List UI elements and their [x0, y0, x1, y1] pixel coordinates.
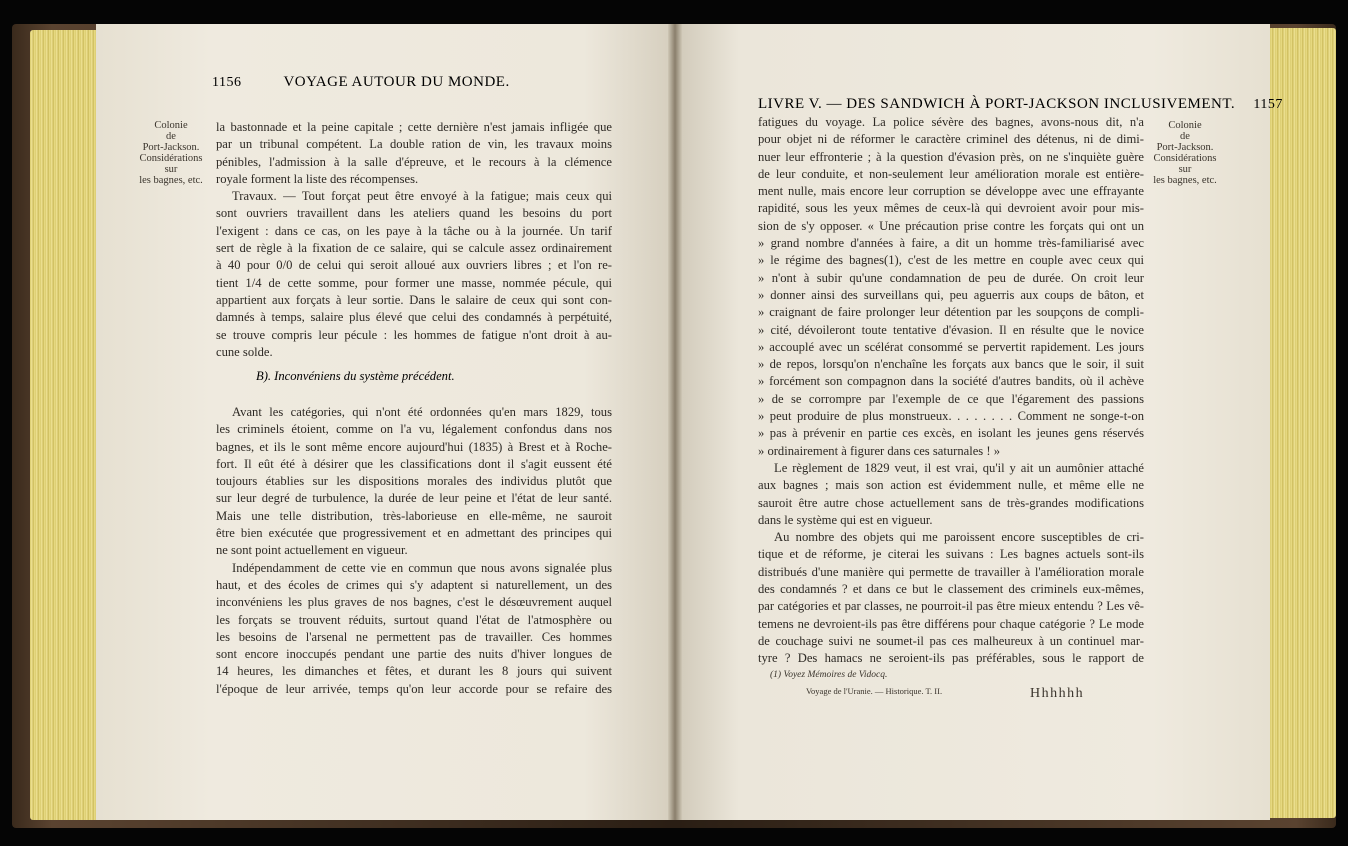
text-line: » le régime des bagnes(1), c'est de les mettre en couple avec ceux qui: [758, 253, 1144, 268]
text-line: sert de règle à la fixation de ce salaire, qui se calcule assez ordinairement: [216, 241, 612, 256]
text-line: nuer leur effronterie ; à la question d'évasion près, on ne s'inquiète guère: [758, 149, 1144, 164]
text-line: pour objet ni de réformer le caractère criminel des détenus, ni de dimi-: [758, 132, 1144, 147]
text-line: inconvéniens les plus graves de nos bagnes, c'est le désœuvrement auquel: [216, 595, 612, 610]
margin-line: Colonie: [1168, 120, 1202, 131]
text-line: par catégories et par classes, ne pourroit-il pas être mieux entendu ? Les vê-: [758, 599, 1144, 614]
text-line: Au nombre des objets qui me paroissent encore susceptibles de cri-: [774, 530, 1144, 545]
text-line: tyre ? Des hamacs ne seroient-ils pas préférables, sous le rapport de: [758, 651, 1144, 666]
margin-line: Port-Jackson.: [1156, 142, 1214, 153]
margin-line: les bagnes, etc.: [139, 175, 203, 186]
text-line: tique et de réforme, je citerai les suivans : Les bagnes actuels sont-ils: [758, 547, 1144, 562]
page-edges-left: [30, 30, 100, 820]
text-line: dans le système qui est en vigueur.: [758, 512, 933, 527]
text-line: l'époque de leur arrivée, temps qu'on leur accorde pour se refaire des: [216, 681, 612, 696]
text-line: de couchage suivi ne soumet-il pas ces malheureux à un continuel mar-: [758, 633, 1144, 648]
text-line: Avant les catégories, qui n'ont été ordonnées qu'en mars 1829, tous: [232, 405, 612, 419]
text-line: » forcément son compagnon dans la société d'autres bandits, où il achève: [758, 374, 1144, 389]
text-line: fort. Il eût été à désirer que les classifications dont il s'agit eussent été: [216, 456, 612, 471]
text-line: aux bagnes ; mais son action est évidemment nulle, et même elle ne: [758, 478, 1144, 493]
text-line: être bien exécutée que progressivement et en admettant des principes qui: [216, 526, 612, 541]
text-line: » cité, dévoileront toute tentative d'évasion. Il en résulte que le novice: [758, 322, 1144, 337]
right-page-title: LIVRE V. — DES SANDWICH À PORT-JACKSON INCLUSIVEMENT.: [758, 96, 1236, 112]
text-line: 14 heures, les dimanches et fêtes, et durant les 8 jours qui suivent: [216, 664, 612, 679]
right-page-header: [758, 96, 1283, 113]
left-page-title: VOYAGE AUTOUR DU MONDE.: [283, 74, 510, 90]
imprint-line: Voyage de l'Uranie. — Historique. T. II.: [806, 686, 943, 696]
text-line: sont encore inoccupés pendant une partie des nuits d'hiver longues de: [216, 647, 612, 662]
text-line: temens ne devroient-ils pas être différens pour chaque catégorie ? Le mode: [758, 616, 1144, 631]
text-line: » ordinairement à figurer dans ces saturnales ! »: [758, 443, 1000, 458]
left-margin-note: [134, 120, 208, 186]
left-paragraph-3: [216, 404, 612, 698]
text-line: pénibles, l'admission à la salle d'épreuve, et le recours à la clémence: [216, 154, 612, 169]
text-line: ne sont point actuellement en vigueur.: [216, 543, 408, 558]
text-line: » pas à prévenir en partie ces excès, en isolant les jeunes gens réservés: [758, 426, 1144, 441]
text-line: sur leur degré de turbulence, la durée de leur peine et l'état de leur santé.: [216, 491, 612, 506]
book-gutter: [668, 24, 682, 820]
margin-line: Considérations: [1153, 153, 1217, 164]
text-line: » accouplé avec un scélérat consommé se pervertit rapidement. Les jours: [758, 339, 1144, 354]
right-margin-note: [1150, 120, 1220, 186]
left-page-number: 1156: [212, 75, 242, 90]
signature-mark: Hhhhhh: [1030, 686, 1085, 701]
text-line: bagnes, et ils le sont même encore aujourd'hui (1835) à Brest et à Roche-: [216, 439, 612, 454]
text-line: fatigues du voyage. La police sévère des bagnes, avons-nous dit, n'a: [758, 115, 1144, 129]
text-line: Mais une telle distribution, très-laborieuse en elle-même, ne sauroit: [216, 508, 612, 523]
footnote: (1) Voyez Mémoires de Vidocq.: [770, 670, 888, 680]
text-line: haut, et des écoles de crimes qui s'y adaptent si naturellement, un des: [216, 577, 612, 592]
text-line: ment nulle, mais encore leur corruption se développe avec une effrayante: [758, 184, 1144, 199]
margin-line: sur: [1178, 164, 1192, 175]
text-line: » craignant de faire prolonger leur détention par les soupçons de compli-: [758, 305, 1144, 320]
text-line: sauroit être autre chose actuellement sans de très-grandes modifications: [758, 495, 1144, 510]
left-page-header: [212, 74, 510, 91]
text-line: des condamnés ? et dans ce but le classement des criminels eux-mêmes,: [758, 582, 1144, 597]
margin-line: Colonie: [154, 120, 188, 131]
text-line: damnés à temps, salaire plus élevé que celui des condamnés à perpétuité,: [216, 310, 612, 325]
margin-line: les bagnes, etc.: [1153, 175, 1217, 186]
text-line: sion de s'y opposer. « Une précaution prise contre les forçats qui ont un: [758, 218, 1144, 233]
text-line: Travaux. — Tout forçat peut être envoyé à la fatigue; mais ceux qui: [232, 189, 612, 204]
text-line: » donner ainsi des surveillans qui, peu aguerris aux coups de bâton, et: [758, 287, 1144, 302]
text-line: sont ouvriers travaillent dans les ateliers quand les besoins du port: [216, 206, 612, 221]
right-page-number: 1157: [1253, 97, 1283, 112]
text-line: les forçats se trouvent réduits, surtout quand l'état de l'atmosphère ou: [216, 612, 612, 627]
text-line: de leur conduite, et non-seulement leur amélioration morale est entière-: [758, 166, 1144, 181]
text-line: tient 1/4 de cette somme, pour former une masse, nommée pécule, qui: [216, 275, 612, 290]
text-line: la bastonnade et la peine capitale ; cette dernière n'est jamais infligée que: [216, 120, 612, 134]
text-line: à 40 pour 0/0 de celui qui seroit alloué aux ouvriers libres ; et l'on re-: [216, 258, 612, 273]
text-line: » de se corrompre par l'exemple de ce que l'égarement des passions: [758, 391, 1144, 406]
text-line: » peut produire de plus monstrueux. . . . . . . . Comment ne songe-t-on: [758, 409, 1144, 424]
text-line: les besoins de l'arsenal ne permettent pas de travailler. Ces hommes: [216, 629, 612, 644]
text-line: distribués d'une manière qui permette de travailler à l'amélioration morale: [758, 564, 1144, 579]
text-line: » grand nombre d'années à faire, a dit un homme très-familiarisé avec: [758, 236, 1144, 251]
text-line: royale forment la liste des récompenses.: [216, 171, 419, 186]
text-line: rapidité, sous les yeux mêmes de ceux-là qui devroient avoir pour mis-: [758, 201, 1144, 216]
text-line: appartient aux forçats à leur sortie. Dans le salaire de ceux qui sont con-: [216, 292, 612, 307]
left-subheading: B). Inconvéniens du système précédent.: [256, 369, 455, 383]
text-line: toujours établies sur les dispositions morales des individus plutôt que: [216, 474, 612, 489]
right-paragraph-1: [758, 114, 1144, 668]
text-line: l'exigent : dans ce cas, on les paye à la tâche ou à la journée. Un tarif: [216, 223, 612, 238]
text-line: se trouve compris leur pécule : les hommes de fatigue n'ont droit à au-: [216, 327, 612, 342]
margin-line: Port-Jackson.: [142, 142, 200, 153]
text-line: » n'ont à subir qu'une condamnation de peu de durée. On croit leur: [758, 270, 1144, 285]
text-line: Le règlement de 1829 veut, il est vrai, qu'il y ait un aumônier attaché: [774, 460, 1144, 475]
text-line: Indépendamment de cette vie en commun que nous avons signalée plus: [232, 560, 612, 575]
margin-line: de: [1180, 131, 1190, 142]
text-line: les criminels étoient, comme on l'a vu, légalement confondus dans nos: [216, 422, 612, 437]
text-line: cune solde.: [216, 344, 273, 359]
left-paragraph-1: [216, 119, 612, 361]
text-line: » de repos, lorsqu'on n'enchaîne les forçats aux bancs que le soir, il suit: [758, 357, 1144, 372]
margin-line: sur: [164, 164, 178, 175]
margin-line: de: [166, 131, 176, 142]
margin-line: Considérations: [139, 153, 203, 164]
text-line: par un tribunal compétent. La double ration de vin, les travaux moins: [216, 137, 612, 152]
